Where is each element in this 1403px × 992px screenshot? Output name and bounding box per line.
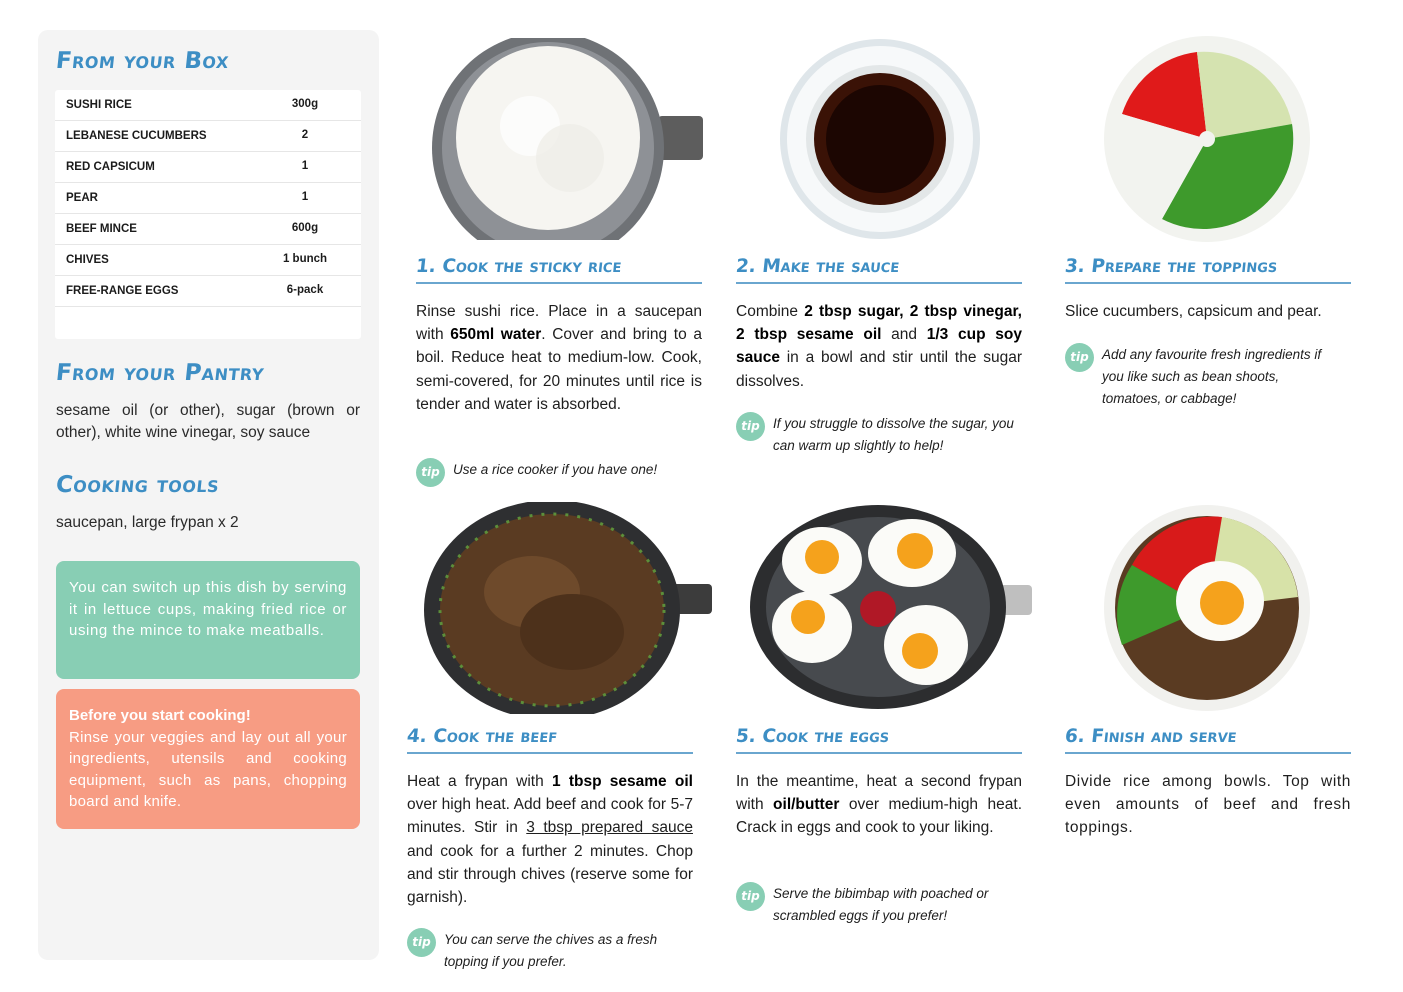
ingredient-qty: 2 — [301, 129, 309, 141]
step-title: 2. Make the sauce — [736, 256, 1022, 284]
pantry-text: sesame oil (or other), sugar (brown or other), white wine vinegar, soy sauce — [56, 402, 360, 441]
instruction-text: Slice cucumbers, capsicum and pear. — [1065, 303, 1322, 320]
tip — [736, 412, 1022, 460]
ingredient-name: SUSHI RICE — [66, 99, 132, 111]
tools-heading: Cooking tools — [54, 472, 221, 498]
pantry-heading: From your Pantry — [54, 360, 266, 386]
table-row — [55, 121, 361, 152]
ingredient-qty: 1 bunch — [282, 253, 328, 265]
tip — [736, 882, 1022, 930]
table-row — [55, 245, 361, 276]
table-row — [55, 152, 361, 183]
finished-bowl-photo — [1102, 505, 1312, 712]
instruction-text: in a bowl and stir until the sugar dissolves. — [736, 349, 1022, 390]
tip-text: Use a rice cooker if you have one! — [453, 462, 658, 477]
step-title: 6. Finish and serve — [1065, 726, 1351, 754]
instruction-text: Rinse sushi rice. Place in a saucepan with — [416, 303, 702, 344]
step-instructions — [1065, 770, 1351, 840]
instruction-text: In the meantime, heat a second frypan with — [736, 773, 1022, 814]
tip — [416, 458, 702, 506]
bold-ingredient: oil/butter — [773, 796, 840, 814]
bold-ingredient: 650ml water — [450, 326, 542, 344]
instruction-text: . Cover and bring to a boil. Reduce heat to medium-low. Cook, semi-covered, for 20 minutes until rice is tender and water is absorbed. — [416, 326, 702, 413]
instruction-text: and cook for a further 2 minutes. Chop and stir through chives (reserve some for garnish). — [407, 842, 693, 907]
ingredient-qty: 1 — [301, 160, 309, 172]
tip-text: Add any favourite fresh ingredients if you like such as bean shoots, tomatoes, or cabbage! — [1102, 347, 1322, 406]
table-row — [55, 90, 361, 121]
tip-icon: tip — [407, 928, 436, 957]
variation-note: You can switch up this dish by serving it in lettuce cups, making fried rice or using the mince to make meatballs. — [56, 561, 360, 679]
ingredient-name: RED CAPSICUM — [66, 161, 155, 173]
tip-text: Serve the bibimbap with poached or scrambled eggs if you prefer! — [773, 886, 989, 923]
ingredients-sidebar — [38, 30, 379, 960]
bold-ingredient: 1 tbsp sesame oil — [551, 773, 693, 790]
tip-icon: tip — [736, 412, 765, 441]
tools-text: saucepan, large frypan x 2 — [56, 514, 239, 531]
instruction-text: and — [881, 326, 927, 344]
step-instructions — [1065, 300, 1351, 323]
beef-pan-photo — [422, 502, 714, 714]
ingredient-name: PEAR — [66, 192, 98, 204]
step-instructions — [736, 300, 1022, 393]
sauce-bowl-photo — [778, 38, 983, 240]
tip-icon: tip — [416, 458, 445, 487]
step-instructions — [416, 300, 702, 416]
table-row — [55, 276, 361, 307]
before-cooking-title: Before you start cooking! — [69, 707, 251, 724]
step-title: 5. Cook the eggs — [736, 726, 1022, 754]
instruction-text: Divide rice among bowls. Top with even amounts of beef and fresh toppings. — [1065, 773, 1351, 837]
ingredient-name: FREE-RANGE EGGS — [66, 285, 179, 297]
step-title: 1. Cook the sticky rice — [416, 256, 702, 284]
underlined-text: 3 tbsp prepared sauce — [526, 819, 693, 837]
tip — [1065, 343, 1351, 406]
bold-ingredient: 1/3 cup soy sauce — [736, 326, 1022, 367]
rice-pot-photo — [430, 38, 705, 240]
step-instructions — [407, 770, 693, 909]
before-cooking-note — [56, 689, 360, 829]
ingredient-name: BEEF MINCE — [66, 223, 137, 235]
egg-pan-photo — [750, 505, 1035, 710]
step-title: 3. Prepare the toppings — [1065, 256, 1351, 284]
step-instructions — [736, 770, 1022, 840]
table-row — [55, 183, 361, 214]
tip — [407, 928, 693, 976]
instruction-text: Combine — [736, 303, 805, 320]
box-heading: From your Box — [54, 48, 231, 74]
box-ingredients-table — [55, 90, 361, 339]
ingredient-qty: 600g — [291, 222, 319, 234]
toppings-plate-photo — [1102, 34, 1312, 244]
ingredient-name: LEBANESE CUCUMBERS — [66, 130, 207, 142]
ingredient-qty: 300g — [291, 98, 319, 110]
ingredient-qty: 6-pack — [286, 284, 324, 296]
tip-text: If you struggle to dissolve the sugar, you can warm up slightly to help! — [773, 416, 1014, 453]
step-title: 4. Cook the beef — [407, 726, 693, 754]
ingredient-qty: 1 — [301, 191, 309, 203]
instruction-text: Heat a frypan with — [407, 773, 552, 790]
before-cooking-text: Rinse your veggies and lay out all your ingredients, utensils and cooking equipment, such as pans, chopping board and knife. — [69, 728, 347, 810]
ingredient-name: CHIVES — [66, 254, 109, 266]
tip-text: You can serve the chives as a fresh topping if you prefer. — [444, 932, 658, 969]
tip-icon: tip — [736, 882, 765, 911]
instruction-text: over high heat. Add beef and cook for 5-7 minutes. Stir in — [407, 796, 693, 837]
tip-icon: tip — [1065, 343, 1094, 372]
bold-ingredient: 2 tbsp sugar, 2 tbsp vinegar, 2 tbsp sesame oil — [736, 303, 1022, 344]
table-row — [55, 214, 361, 245]
instruction-text: over medium-high heat. Crack in eggs and cook to your liking. — [736, 796, 1023, 837]
